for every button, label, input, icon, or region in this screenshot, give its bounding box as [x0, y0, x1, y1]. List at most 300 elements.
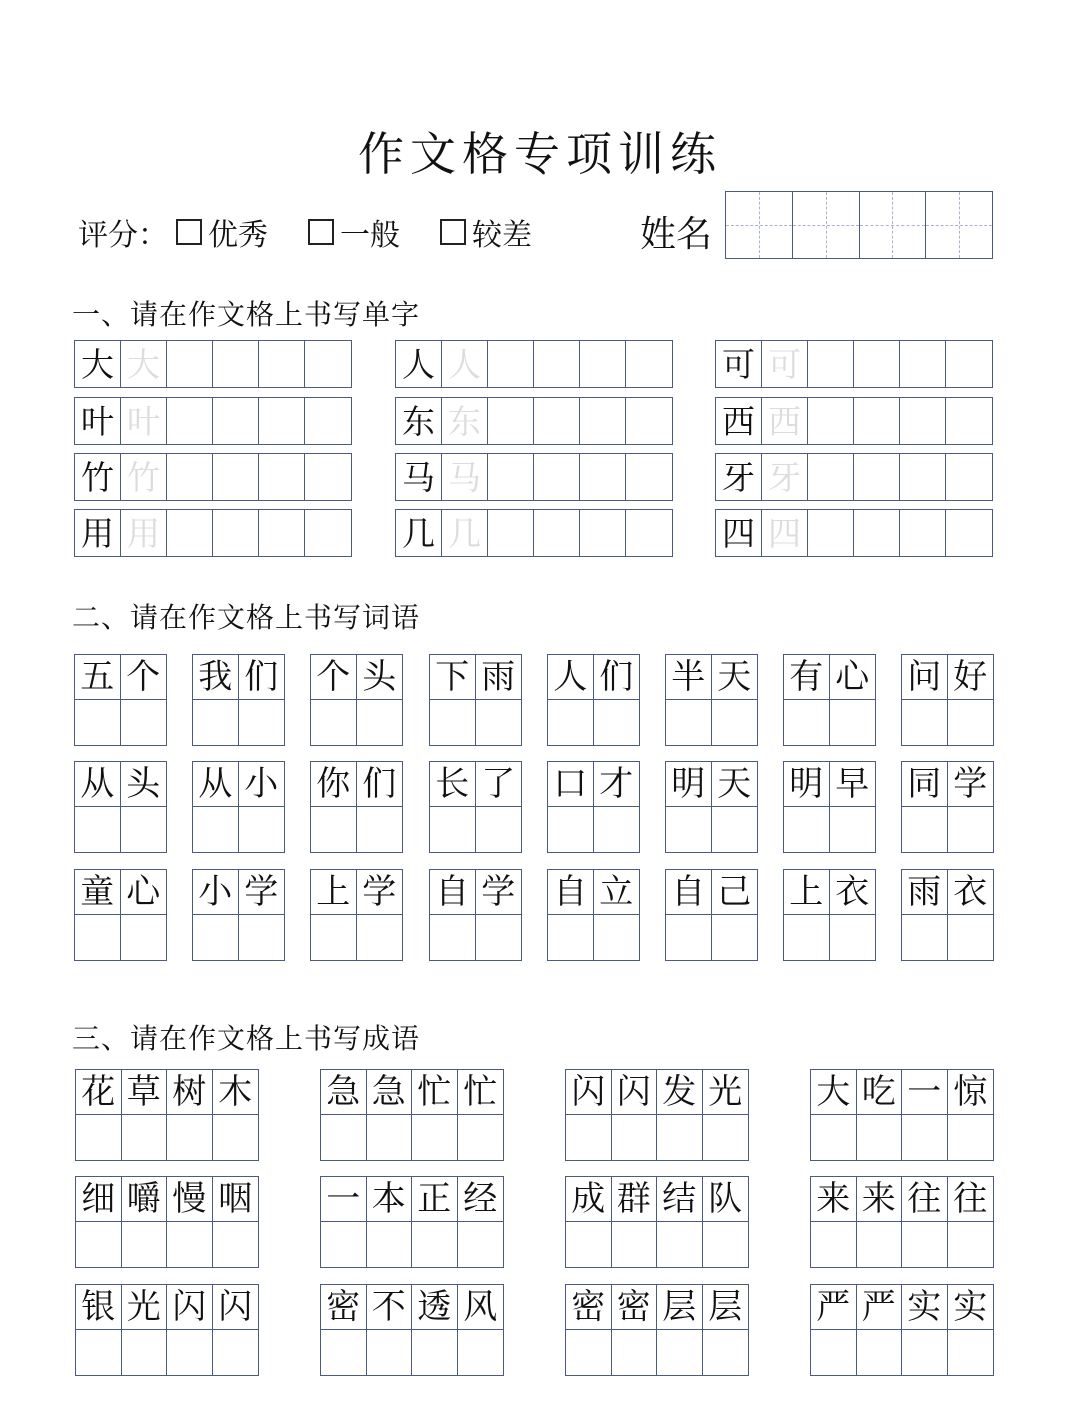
practice-cell[interactable]	[580, 454, 626, 500]
practice-cell[interactable]	[900, 454, 946, 500]
practice-cell[interactable]	[213, 1330, 259, 1375]
practice-cell[interactable]	[488, 341, 534, 387]
practice-cell[interactable]	[946, 510, 992, 556]
practice-cell[interactable]	[712, 915, 758, 960]
practice-cell[interactable]	[580, 510, 626, 556]
model-char: 密	[566, 1285, 612, 1330]
practice-cell[interactable]	[534, 510, 580, 556]
model-char: 层	[657, 1285, 703, 1330]
model-char: 我	[193, 655, 239, 700]
practice-cell[interactable]	[948, 1222, 994, 1267]
model-char: 们	[357, 762, 403, 807]
section-2-heading: 二、请在作文格上书写词语	[72, 601, 421, 634]
word-block	[192, 761, 285, 853]
practice-cell[interactable]	[321, 1330, 367, 1375]
practice-cell[interactable]	[213, 1115, 259, 1160]
model-char: 咽	[213, 1177, 259, 1222]
practice-cell[interactable]	[948, 700, 994, 745]
model-char: 衣	[948, 870, 994, 915]
practice-cell[interactable]	[594, 807, 640, 852]
practice-cell[interactable]	[75, 807, 121, 852]
trace-char: 几	[442, 510, 488, 556]
practice-cell[interactable]	[458, 1222, 504, 1267]
practice-cell[interactable]	[488, 510, 534, 556]
rating-option-label: 较差	[472, 218, 532, 253]
idiom-block	[75, 1284, 259, 1376]
model-char: 一	[902, 1070, 948, 1115]
checkbox-poor[interactable]	[440, 219, 466, 245]
checkbox-excellent[interactable]	[176, 219, 202, 245]
model-char: 半	[666, 655, 712, 700]
practice-cell[interactable]	[946, 341, 992, 387]
model-char: 光	[122, 1285, 168, 1330]
practice-cell[interactable]	[458, 1115, 504, 1160]
practice-cell[interactable]	[213, 398, 259, 444]
practice-cell[interactable]	[811, 1222, 857, 1267]
rating-option-average[interactable]	[308, 210, 400, 254]
idiom-block	[810, 1069, 994, 1161]
practice-cell[interactable]	[626, 510, 672, 556]
single-char-row	[715, 453, 993, 501]
word-block	[310, 654, 403, 746]
model-char: 心	[830, 655, 876, 700]
trace-char: 东	[442, 398, 488, 444]
word-block	[901, 761, 994, 853]
practice-cell[interactable]	[476, 807, 522, 852]
word-block	[547, 761, 640, 853]
model-char: 口	[548, 762, 594, 807]
idiom-block	[565, 1176, 749, 1268]
practice-cell[interactable]	[784, 700, 830, 745]
model-char: 马	[396, 454, 442, 500]
model-char: 叶	[75, 398, 121, 444]
model-char: 忙	[412, 1070, 458, 1115]
word-block	[192, 654, 285, 746]
practice-cell[interactable]	[857, 1115, 903, 1160]
model-char: 天	[712, 655, 758, 700]
model-char: 成	[566, 1177, 612, 1222]
model-char: 明	[784, 762, 830, 807]
rating-row	[78, 212, 572, 252]
model-char: 东	[396, 398, 442, 444]
practice-cell[interactable]	[902, 1222, 948, 1267]
word-block	[429, 761, 522, 853]
model-char: 密	[321, 1285, 367, 1330]
practice-cell[interactable]	[566, 1222, 612, 1267]
practice-cell[interactable]	[830, 807, 876, 852]
practice-cell[interactable]	[122, 1222, 168, 1267]
model-char: 好	[948, 655, 994, 700]
practice-cell[interactable]	[367, 1330, 413, 1375]
practice-cell[interactable]	[311, 807, 357, 852]
idiom-block	[320, 1176, 504, 1268]
practice-cell[interactable]	[213, 1222, 259, 1267]
word-block	[310, 869, 403, 961]
model-char: 队	[703, 1177, 749, 1222]
practice-cell[interactable]	[412, 1222, 458, 1267]
practice-cell[interactable]	[902, 1115, 948, 1160]
practice-cell[interactable]	[666, 807, 712, 852]
practice-cell[interactable]	[566, 1330, 612, 1375]
model-char: 来	[857, 1177, 903, 1222]
model-char: 本	[367, 1177, 413, 1222]
model-char: 心	[121, 870, 167, 915]
name-cell[interactable]	[793, 192, 860, 258]
model-char: 大	[75, 341, 121, 387]
word-block	[665, 654, 758, 746]
practice-cell[interactable]	[548, 915, 594, 960]
practice-cell[interactable]	[167, 1222, 213, 1267]
practice-cell[interactable]	[900, 510, 946, 556]
practice-cell[interactable]	[900, 341, 946, 387]
model-char: 群	[612, 1177, 658, 1222]
practice-cell[interactable]	[412, 1115, 458, 1160]
practice-cell[interactable]	[712, 700, 758, 745]
practice-cell[interactable]	[854, 341, 900, 387]
practice-cell[interactable]	[784, 807, 830, 852]
practice-cell[interactable]	[566, 1115, 612, 1160]
model-char: 雨	[476, 655, 522, 700]
model-char: 忙	[458, 1070, 504, 1115]
practice-cell[interactable]	[657, 1115, 703, 1160]
rating-option-poor[interactable]	[440, 210, 532, 254]
word-block	[74, 869, 167, 961]
practice-cell[interactable]	[626, 341, 672, 387]
practice-cell[interactable]	[808, 454, 854, 500]
model-char: 问	[902, 655, 948, 700]
practice-cell[interactable]	[259, 341, 305, 387]
single-char-row	[74, 340, 352, 388]
model-char: 雨	[902, 870, 948, 915]
practice-cell[interactable]	[321, 1115, 367, 1160]
model-char: 下	[430, 655, 476, 700]
word-block	[547, 654, 640, 746]
section-3-heading: 三、请在作文格上书写成语	[72, 1022, 421, 1055]
practice-cell[interactable]	[412, 1330, 458, 1375]
practice-cell[interactable]	[808, 341, 854, 387]
model-char: 光	[703, 1070, 749, 1115]
practice-cell[interactable]	[213, 341, 259, 387]
practice-cell[interactable]	[784, 915, 830, 960]
practice-cell[interactable]	[902, 700, 948, 745]
practice-cell[interactable]	[239, 700, 285, 745]
name-grid[interactable]	[725, 191, 993, 259]
model-char: 小	[239, 762, 285, 807]
practice-cell[interactable]	[488, 398, 534, 444]
practice-cell[interactable]	[548, 807, 594, 852]
practice-cell[interactable]	[948, 915, 994, 960]
model-char: 慢	[167, 1177, 213, 1222]
word-block	[783, 761, 876, 853]
word-block	[783, 654, 876, 746]
model-char: 细	[76, 1177, 122, 1222]
practice-cell[interactable]	[703, 1222, 749, 1267]
practice-cell[interactable]	[76, 1115, 122, 1160]
model-char: 人	[548, 655, 594, 700]
practice-cell[interactable]	[167, 1115, 213, 1160]
model-char: 们	[239, 655, 285, 700]
model-char: 可	[716, 341, 762, 387]
rating-label: 评分：	[78, 218, 168, 253]
model-char: 自	[548, 870, 594, 915]
practice-cell[interactable]	[259, 454, 305, 500]
practice-cell[interactable]	[76, 1222, 122, 1267]
practice-cell[interactable]	[311, 700, 357, 745]
idiom-block	[320, 1284, 504, 1376]
single-char-row	[715, 340, 993, 388]
practice-cell[interactable]	[75, 700, 121, 745]
name-cell[interactable]	[860, 192, 927, 258]
practice-cell[interactable]	[193, 700, 239, 745]
checkbox-average[interactable]	[308, 219, 334, 245]
model-char: 闪	[167, 1285, 213, 1330]
practice-cell[interactable]	[580, 398, 626, 444]
practice-cell[interactable]	[488, 454, 534, 500]
practice-cell[interactable]	[357, 700, 403, 745]
practice-cell[interactable]	[458, 1330, 504, 1375]
practice-cell[interactable]	[657, 1222, 703, 1267]
model-char: 己	[712, 870, 758, 915]
word-block	[310, 761, 403, 853]
practice-cell[interactable]	[367, 1222, 413, 1267]
practice-cell[interactable]	[167, 1330, 213, 1375]
model-char: 有	[784, 655, 830, 700]
model-char: 四	[716, 510, 762, 556]
word-block	[192, 869, 285, 961]
word-block	[783, 869, 876, 961]
model-char: 自	[430, 870, 476, 915]
model-char: 结	[657, 1177, 703, 1222]
model-char: 学	[239, 870, 285, 915]
trace-char: 四	[762, 510, 808, 556]
model-char: 人	[396, 341, 442, 387]
practice-cell[interactable]	[167, 341, 213, 387]
practice-cell[interactable]	[167, 454, 213, 500]
single-char-row	[74, 397, 352, 445]
model-char: 五	[75, 655, 121, 700]
practice-cell[interactable]	[430, 807, 476, 852]
practice-cell[interactable]	[811, 1330, 857, 1375]
word-block	[547, 869, 640, 961]
model-char: 树	[167, 1070, 213, 1115]
model-char: 同	[902, 762, 948, 807]
practice-cell[interactable]	[703, 1115, 749, 1160]
practice-cell[interactable]	[854, 398, 900, 444]
name-cell[interactable]	[726, 192, 793, 258]
word-block	[665, 869, 758, 961]
model-char: 闪	[566, 1070, 612, 1115]
practice-cell[interactable]	[305, 454, 351, 500]
practice-cell[interactable]	[75, 915, 121, 960]
practice-cell[interactable]	[305, 510, 351, 556]
practice-cell[interactable]	[830, 915, 876, 960]
model-char: 实	[902, 1285, 948, 1330]
trace-char: 西	[762, 398, 808, 444]
practice-cell[interactable]	[612, 1222, 658, 1267]
practice-cell[interactable]	[626, 398, 672, 444]
model-char: 从	[193, 762, 239, 807]
model-char: 急	[367, 1070, 413, 1115]
model-char: 密	[612, 1285, 658, 1330]
model-char: 才	[594, 762, 640, 807]
practice-cell[interactable]	[121, 700, 167, 745]
model-char: 几	[396, 510, 442, 556]
model-char: 早	[830, 762, 876, 807]
practice-cell[interactable]	[666, 915, 712, 960]
model-char: 们	[594, 655, 640, 700]
idiom-block	[320, 1069, 504, 1161]
model-char: 正	[412, 1177, 458, 1222]
practice-cell[interactable]	[167, 398, 213, 444]
practice-cell[interactable]	[76, 1330, 122, 1375]
model-char: 学	[476, 870, 522, 915]
model-char: 来	[811, 1177, 857, 1222]
model-char: 头	[121, 762, 167, 807]
practice-cell[interactable]	[357, 915, 403, 960]
model-char: 一	[321, 1177, 367, 1222]
practice-cell[interactable]	[259, 398, 305, 444]
model-char: 上	[311, 870, 357, 915]
model-char: 用	[75, 510, 121, 556]
practice-cell[interactable]	[239, 807, 285, 852]
practice-cell[interactable]	[902, 1330, 948, 1375]
idiom-block	[810, 1284, 994, 1376]
model-char: 草	[122, 1070, 168, 1115]
model-char: 嚼	[122, 1177, 168, 1222]
practice-cell[interactable]	[213, 454, 259, 500]
practice-cell[interactable]	[580, 341, 626, 387]
practice-cell[interactable]	[948, 1115, 994, 1160]
word-block	[74, 654, 167, 746]
practice-cell[interactable]	[854, 454, 900, 500]
practice-cell[interactable]	[534, 398, 580, 444]
practice-cell[interactable]	[167, 510, 213, 556]
practice-cell[interactable]	[612, 1115, 658, 1160]
practice-cell[interactable]	[857, 1222, 903, 1267]
model-char: 天	[712, 762, 758, 807]
practice-cell[interactable]	[321, 1222, 367, 1267]
practice-cell[interactable]	[476, 915, 522, 960]
model-char: 花	[76, 1070, 122, 1115]
model-char: 头	[357, 655, 403, 700]
word-block	[429, 654, 522, 746]
single-char-row	[395, 340, 673, 388]
practice-cell[interactable]	[594, 700, 640, 745]
idiom-block	[565, 1284, 749, 1376]
practice-cell[interactable]	[612, 1330, 658, 1375]
practice-cell[interactable]	[367, 1115, 413, 1160]
single-char-row	[74, 509, 352, 557]
practice-cell[interactable]	[703, 1330, 749, 1375]
practice-cell[interactable]	[193, 807, 239, 852]
name-cell[interactable]	[926, 192, 992, 258]
practice-cell[interactable]	[626, 454, 672, 500]
practice-cell[interactable]	[594, 915, 640, 960]
model-char: 长	[430, 762, 476, 807]
trace-char: 马	[442, 454, 488, 500]
rating-option-label: 一般	[340, 218, 400, 253]
practice-cell[interactable]	[657, 1330, 703, 1375]
model-char: 小	[193, 870, 239, 915]
practice-cell[interactable]	[900, 398, 946, 444]
single-char-row	[395, 397, 673, 445]
practice-cell[interactable]	[121, 807, 167, 852]
practice-cell[interactable]	[259, 510, 305, 556]
idiom-block	[75, 1069, 259, 1161]
section-1-heading: 一、请在作文格上书写单字	[72, 298, 421, 331]
model-char: 往	[948, 1177, 994, 1222]
model-char: 自	[666, 870, 712, 915]
practice-cell[interactable]	[902, 807, 948, 852]
practice-cell[interactable]	[430, 700, 476, 745]
practice-cell[interactable]	[534, 341, 580, 387]
practice-cell[interactable]	[430, 915, 476, 960]
model-char: 大	[811, 1070, 857, 1115]
practice-cell[interactable]	[122, 1115, 168, 1160]
model-char: 严	[857, 1285, 903, 1330]
practice-cell[interactable]	[808, 510, 854, 556]
practice-cell[interactable]	[213, 510, 259, 556]
model-char: 学	[357, 870, 403, 915]
idiom-block	[75, 1176, 259, 1268]
trace-char: 牙	[762, 454, 808, 500]
model-char: 上	[784, 870, 830, 915]
practice-cell[interactable]	[548, 700, 594, 745]
practice-cell[interactable]	[357, 807, 403, 852]
word-block	[901, 869, 994, 961]
model-char: 个	[121, 655, 167, 700]
practice-cell[interactable]	[534, 454, 580, 500]
model-char: 竹	[75, 454, 121, 500]
practice-cell[interactable]	[946, 454, 992, 500]
model-char: 吃	[857, 1070, 903, 1115]
practice-cell[interactable]	[808, 398, 854, 444]
practice-cell[interactable]	[239, 915, 285, 960]
model-char: 急	[321, 1070, 367, 1115]
practice-cell[interactable]	[854, 510, 900, 556]
practice-cell[interactable]	[902, 915, 948, 960]
model-char: 闪	[213, 1285, 259, 1330]
trace-char: 竹	[121, 454, 167, 500]
model-char: 从	[75, 762, 121, 807]
practice-cell[interactable]	[311, 915, 357, 960]
practice-cell[interactable]	[830, 700, 876, 745]
practice-cell[interactable]	[305, 398, 351, 444]
model-char: 发	[657, 1070, 703, 1115]
practice-cell[interactable]	[946, 398, 992, 444]
practice-cell[interactable]	[305, 341, 351, 387]
practice-cell[interactable]	[857, 1330, 903, 1375]
rating-option-excellent[interactable]	[176, 210, 268, 254]
practice-cell[interactable]	[121, 915, 167, 960]
practice-cell[interactable]	[811, 1115, 857, 1160]
model-char: 学	[948, 762, 994, 807]
practice-cell[interactable]	[948, 1330, 994, 1375]
practice-cell[interactable]	[193, 915, 239, 960]
practice-cell[interactable]	[476, 700, 522, 745]
model-char: 闪	[612, 1070, 658, 1115]
practice-cell[interactable]	[948, 807, 994, 852]
model-char: 牙	[716, 454, 762, 500]
idiom-block	[565, 1069, 749, 1161]
model-char: 透	[412, 1285, 458, 1330]
practice-cell[interactable]	[122, 1330, 168, 1375]
practice-cell[interactable]	[712, 807, 758, 852]
model-char: 不	[367, 1285, 413, 1330]
practice-cell[interactable]	[666, 700, 712, 745]
trace-char: 可	[762, 341, 808, 387]
page-title: 作文格专项训练	[358, 127, 722, 181]
